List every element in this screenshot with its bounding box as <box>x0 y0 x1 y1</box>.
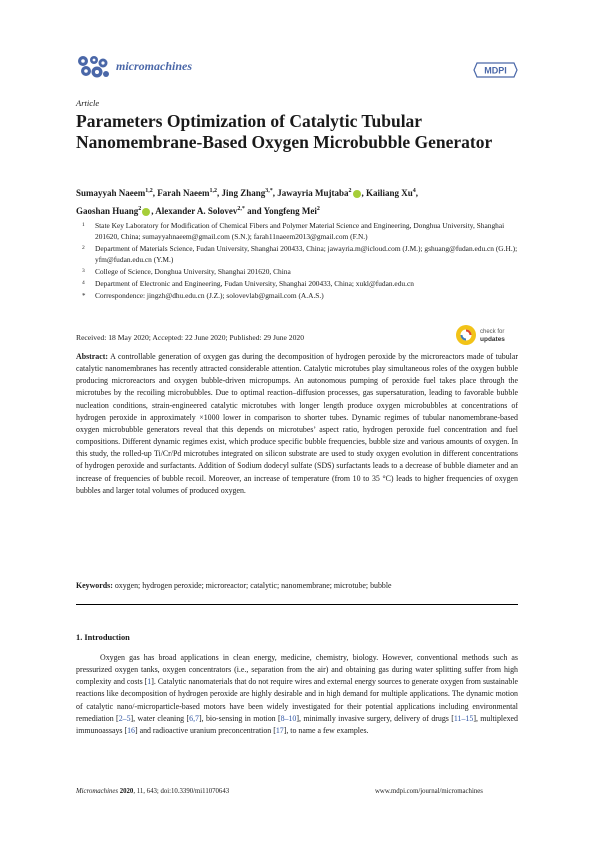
citation-link[interactable]: 11–15 <box>453 713 474 723</box>
footer-journal: Micromachines <box>76 788 119 795</box>
affiliation-item <box>76 221 518 243</box>
author-line-1: Sumayyah Naeem$^{1,2}$, Farah Naeem$^{1,2}$, Jing Zhang$^{3,*}$, Jawayria Mujtaba$^2$ , Kailiang Xu$^4$, <box>76 188 419 198</box>
affiliation-item <box>76 279 518 290</box>
citation-link[interactable]: 6,7 <box>189 713 199 723</box>
abstract-text: A controllable generation of oxygen gas during the decomposition of hydrogen peroxide by the microreactors made of tubular catalytic nanomembranes has recently attracted considerable attention. Catalytic microtubes play simultaneous roles of the oxygen bubble producing microreactors and oxygen bubble-driven micropumps. An autonomous pumping of peroxide fuel takes place through the microtubes by the recoiling microbubbles. Due to optimal reaction–diffusion processes, gas supersaturation, leading to favorable bubble nucleation conditions, strain-engineered catalytic microtubes with longer length produce oxygen microbubbles at concentrations of hydrogen peroxide in approximately ×1000 lower in comparison to shorter tubes. Dynamic regimes of tubular nanomembrane-based oxygen microbubble generators reveal that this depends on microtubes’ aspect ratio, hydrogen peroxide fuel concentration and fuel compositions. Different dynamic regimes exist, which produce specific bubble frequencies, bubble size and various amounts of oxygen. In this study, the rolled-up Ti/Cr/Pd microtubes integrated on silicon substrate are used to study oxygen evolution in different concentrations of hydrogen peroxide and surfactants. Addition of Sodium dodecyl sulfate (SDS) surfactants leads to a decrease of bubble diameter and an increase of frequencies of bubble recoil. Moreover, an increase of temperature (from 10 to 35 °C) leads to higher frequencies of oxygen bubbles and larger total volumes of produced oxygen. <box>76 352 518 495</box>
affiliation-item <box>76 267 518 278</box>
abstract-label: Abstract: <box>76 352 108 361</box>
citation-link[interactable]: 1 <box>147 677 152 687</box>
intro-text: ], to name a few examples. <box>283 725 369 735</box>
footer-url[interactable]: www.mdpi.com/journal/micromachines <box>375 788 483 795</box>
keywords-text: oxygen; hydrogen peroxide; microreactor; catalytic; nanomembrane; microtube; bubble <box>114 581 392 590</box>
author-affil-mark: 3,* <box>265 188 273 194</box>
footer-doi[interactable]: , 11, 643; doi:10.3390/mi11070643 <box>133 788 230 795</box>
author-affil-mark: 2 <box>348 188 352 194</box>
author-name[interactable]: Farah Naeem <box>157 188 210 198</box>
author-name[interactable]: Sumayyah Naeem <box>76 188 146 198</box>
author-affil-mark: 2,* <box>237 206 245 212</box>
keywords-label: Keywords: <box>76 581 113 590</box>
paper-title: Parameters Optimization of Catalytic Tubular Nanomembrane-Based Oxygen Microbubble Generator <box>76 111 493 152</box>
citation-link[interactable]: 17 <box>275 725 284 735</box>
section-title: 1. Introduction <box>76 633 130 642</box>
author-name[interactable]: Kailiang Xu <box>366 188 413 198</box>
publication-dates: Received: 18 May 2020; Accepted: 22 June 2020; Published: 29 June 2020 <box>76 333 304 342</box>
intro-text: ], water cleaning [ <box>130 713 190 723</box>
author-name[interactable]: Yongfeng Mei <box>263 206 317 216</box>
author-affil-mark: 4 <box>412 188 416 194</box>
orcid-icon[interactable] <box>142 208 150 216</box>
intro-text: ]. Catalytic nanomaterials that do not require wires and external energy sources to generate oxygen from sustainable reactions like decomposition of hydrogen peroxide are highly desirable and in high demand for multiple applications. The dynamic motion of catalytic nano/-microparticle-based motors have been widely investigated for their potential applications including environmental remediation [ <box>76 677 519 723</box>
mdpi-logo-icon[interactable] <box>473 62 518 78</box>
intro-text: Oxygen gas has broad applications in clean energy, medicine, chemistry, biology. However, conventional methods such as pressurized oxygen tanks, oxygen concentrators (i.e., separation from the air) and obtaining gas during water splitting suffer from high complexity and costs [ <box>76 653 518 687</box>
intro-text: ], multiplexed immunoassays [ <box>76 713 518 735</box>
author-affil-mark: 2 <box>316 206 320 212</box>
affiliation-mark: 1 <box>82 222 85 228</box>
correspondence-text: Correspondence: jingzh@dhu.edu.cn (J.Z.); solovevlab@gmail.com (A.A.S.) <box>95 291 324 301</box>
author-list <box>76 183 521 219</box>
abstract <box>76 351 518 497</box>
affiliation-mark: 2 <box>82 244 85 251</box>
affiliation-mark: 3 <box>82 267 85 274</box>
affiliation-text: State Key Laboratory for Modification of Chemical Fibers and Polymer Material Science and Engineering, Donghua University, Shanghai 201620, China; sumayyahnaeem@gmail.com (S.N.); farah11naeem2013@gmail.com (F.N.) <box>95 221 505 241</box>
journal-name[interactable]: micromachines <box>116 59 193 73</box>
author-name[interactable]: Alexander A. Solovev <box>155 206 238 216</box>
article-type: Article <box>76 98 100 108</box>
updates-line-1: check for <box>480 329 505 335</box>
affiliation-mark: * <box>82 292 86 301</box>
author-affil-mark: 1,2 <box>209 188 217 194</box>
divider <box>76 604 518 605</box>
author-line-2: Gaoshan Huang$^2$ , Alexander A. Solovev$^{2,*}$ and Yongfeng Mei$^2$ <box>76 206 320 216</box>
affiliation-text: College of Science, Donghua University, Shanghai 201620, China <box>95 266 291 276</box>
author-name[interactable]: Jing Zhang <box>221 188 266 198</box>
footer-citation <box>76 788 229 795</box>
keywords <box>76 581 518 590</box>
footer-year: 2020 <box>119 788 134 795</box>
affiliation-mark: 4 <box>82 280 85 287</box>
intro-text: ], minimally invasive surgery, delivery of drugs [ <box>296 713 454 723</box>
affiliation-item <box>76 244 518 266</box>
orcid-icon[interactable] <box>353 190 361 198</box>
author-name[interactable]: Gaoshan Huang <box>76 206 139 216</box>
intro-text: ] and radioactive uranium preconcentration [ <box>134 725 276 735</box>
mdpi-logo-text: MDPI <box>484 65 507 76</box>
updates-line-2: updates <box>480 336 505 343</box>
correspondence-item <box>76 291 518 302</box>
check-for-updates-button[interactable] <box>454 322 518 348</box>
author-affil-mark: 1,2 <box>145 188 153 194</box>
author-affil-mark: 2 <box>138 206 142 212</box>
affiliation-text: Department of Electronic and Engineering, Fudan University, Shanghai 200433, China; xukl@fudan.edu.cn <box>95 279 414 289</box>
journal-logo-icon <box>76 54 110 80</box>
introduction-paragraph <box>76 652 518 737</box>
intro-text: ], bio-sensing in motion [ <box>199 713 281 723</box>
citation-link[interactable]: 2–5 <box>118 713 131 723</box>
affiliation-text: Department of Materials Science, Fudan University, Shanghai 200433, China; jawayria.m@icloud.com (J.M.); gshuang@fudan.edu.cn (G.H.); yfm@fudan.edu.cn (Y.M.) <box>95 243 518 264</box>
citation-link[interactable]: 16 <box>127 725 135 735</box>
author-name[interactable]: Jawayria Mujtaba <box>277 188 349 198</box>
citation-link[interactable]: 8–10 <box>280 713 297 723</box>
affiliations <box>76 221 518 304</box>
